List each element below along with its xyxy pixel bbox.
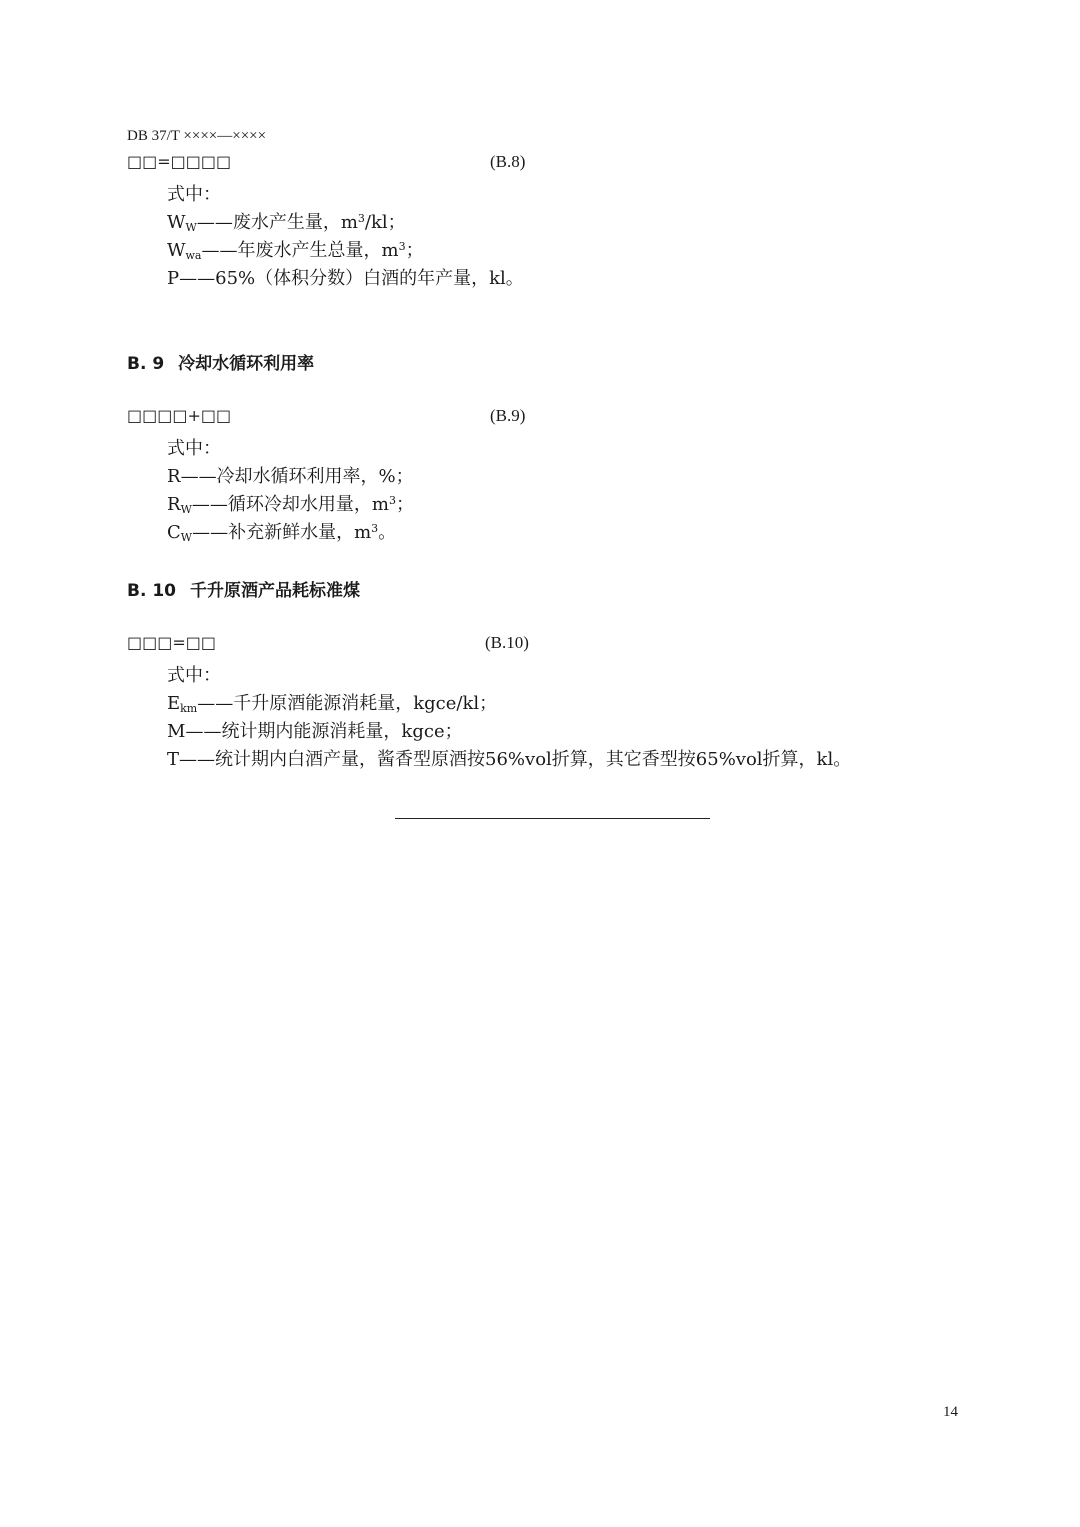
term-ekm: $E_{km}——$千升原酒能源消耗量，kgce/kl； (167, 693, 498, 715)
formula-b8: □□=□□□□ (127, 152, 232, 171)
term-r: R——冷却水循环利用率，%； (167, 466, 414, 487)
term-t: T——统计期内白酒产量，酱香型原酒按56%vol折算，其它香型按65%vol折算，kl。 (167, 749, 852, 770)
term-m: M——统计期内能源消耗量，kgce； (167, 721, 463, 742)
term-p: P——65%（体积分数）白酒的年产量，kl。 (167, 268, 524, 289)
section-title-b9: 冷却水循环利用率 (178, 354, 315, 374)
section-title-b10: 千升原酒产品耗标准煤 (190, 581, 360, 601)
formula-b9: □□□□+□□ (127, 406, 232, 425)
term-cw: $C_W——$补充新鲜水量，$m^3$。 (167, 522, 397, 544)
equation-number-b10: (B.10) (485, 633, 529, 652)
end-of-document-rule (395, 818, 710, 819)
document-code: DB 37/T ××××—×××× (127, 128, 267, 144)
section-heading-b10 (127, 576, 360, 601)
equation-number-b8: (B.8) (490, 152, 526, 171)
section-number-b10: B. 10 (127, 581, 176, 601)
term-rw: $R_W——$循环冷却水用量，$m^3$； (167, 494, 414, 516)
section-heading-b9 (127, 349, 314, 374)
equation-number-b9: (B.9) (490, 406, 526, 425)
term-ww: $W_W——$废水产生量，$m^3/kl$； (167, 212, 406, 234)
where-label-b10: 式中： (167, 665, 221, 686)
term-wwa: $W_{wa}——$年废水产生总量，$m^3$； (167, 240, 424, 262)
where-label-b9: 式中： (167, 438, 221, 459)
page-number: 14 (943, 1404, 958, 1420)
formula-b10: □□□=□□ (127, 633, 216, 652)
section-number-b9: B. 9 (127, 354, 165, 374)
where-label-b8: 式中： (167, 184, 221, 205)
